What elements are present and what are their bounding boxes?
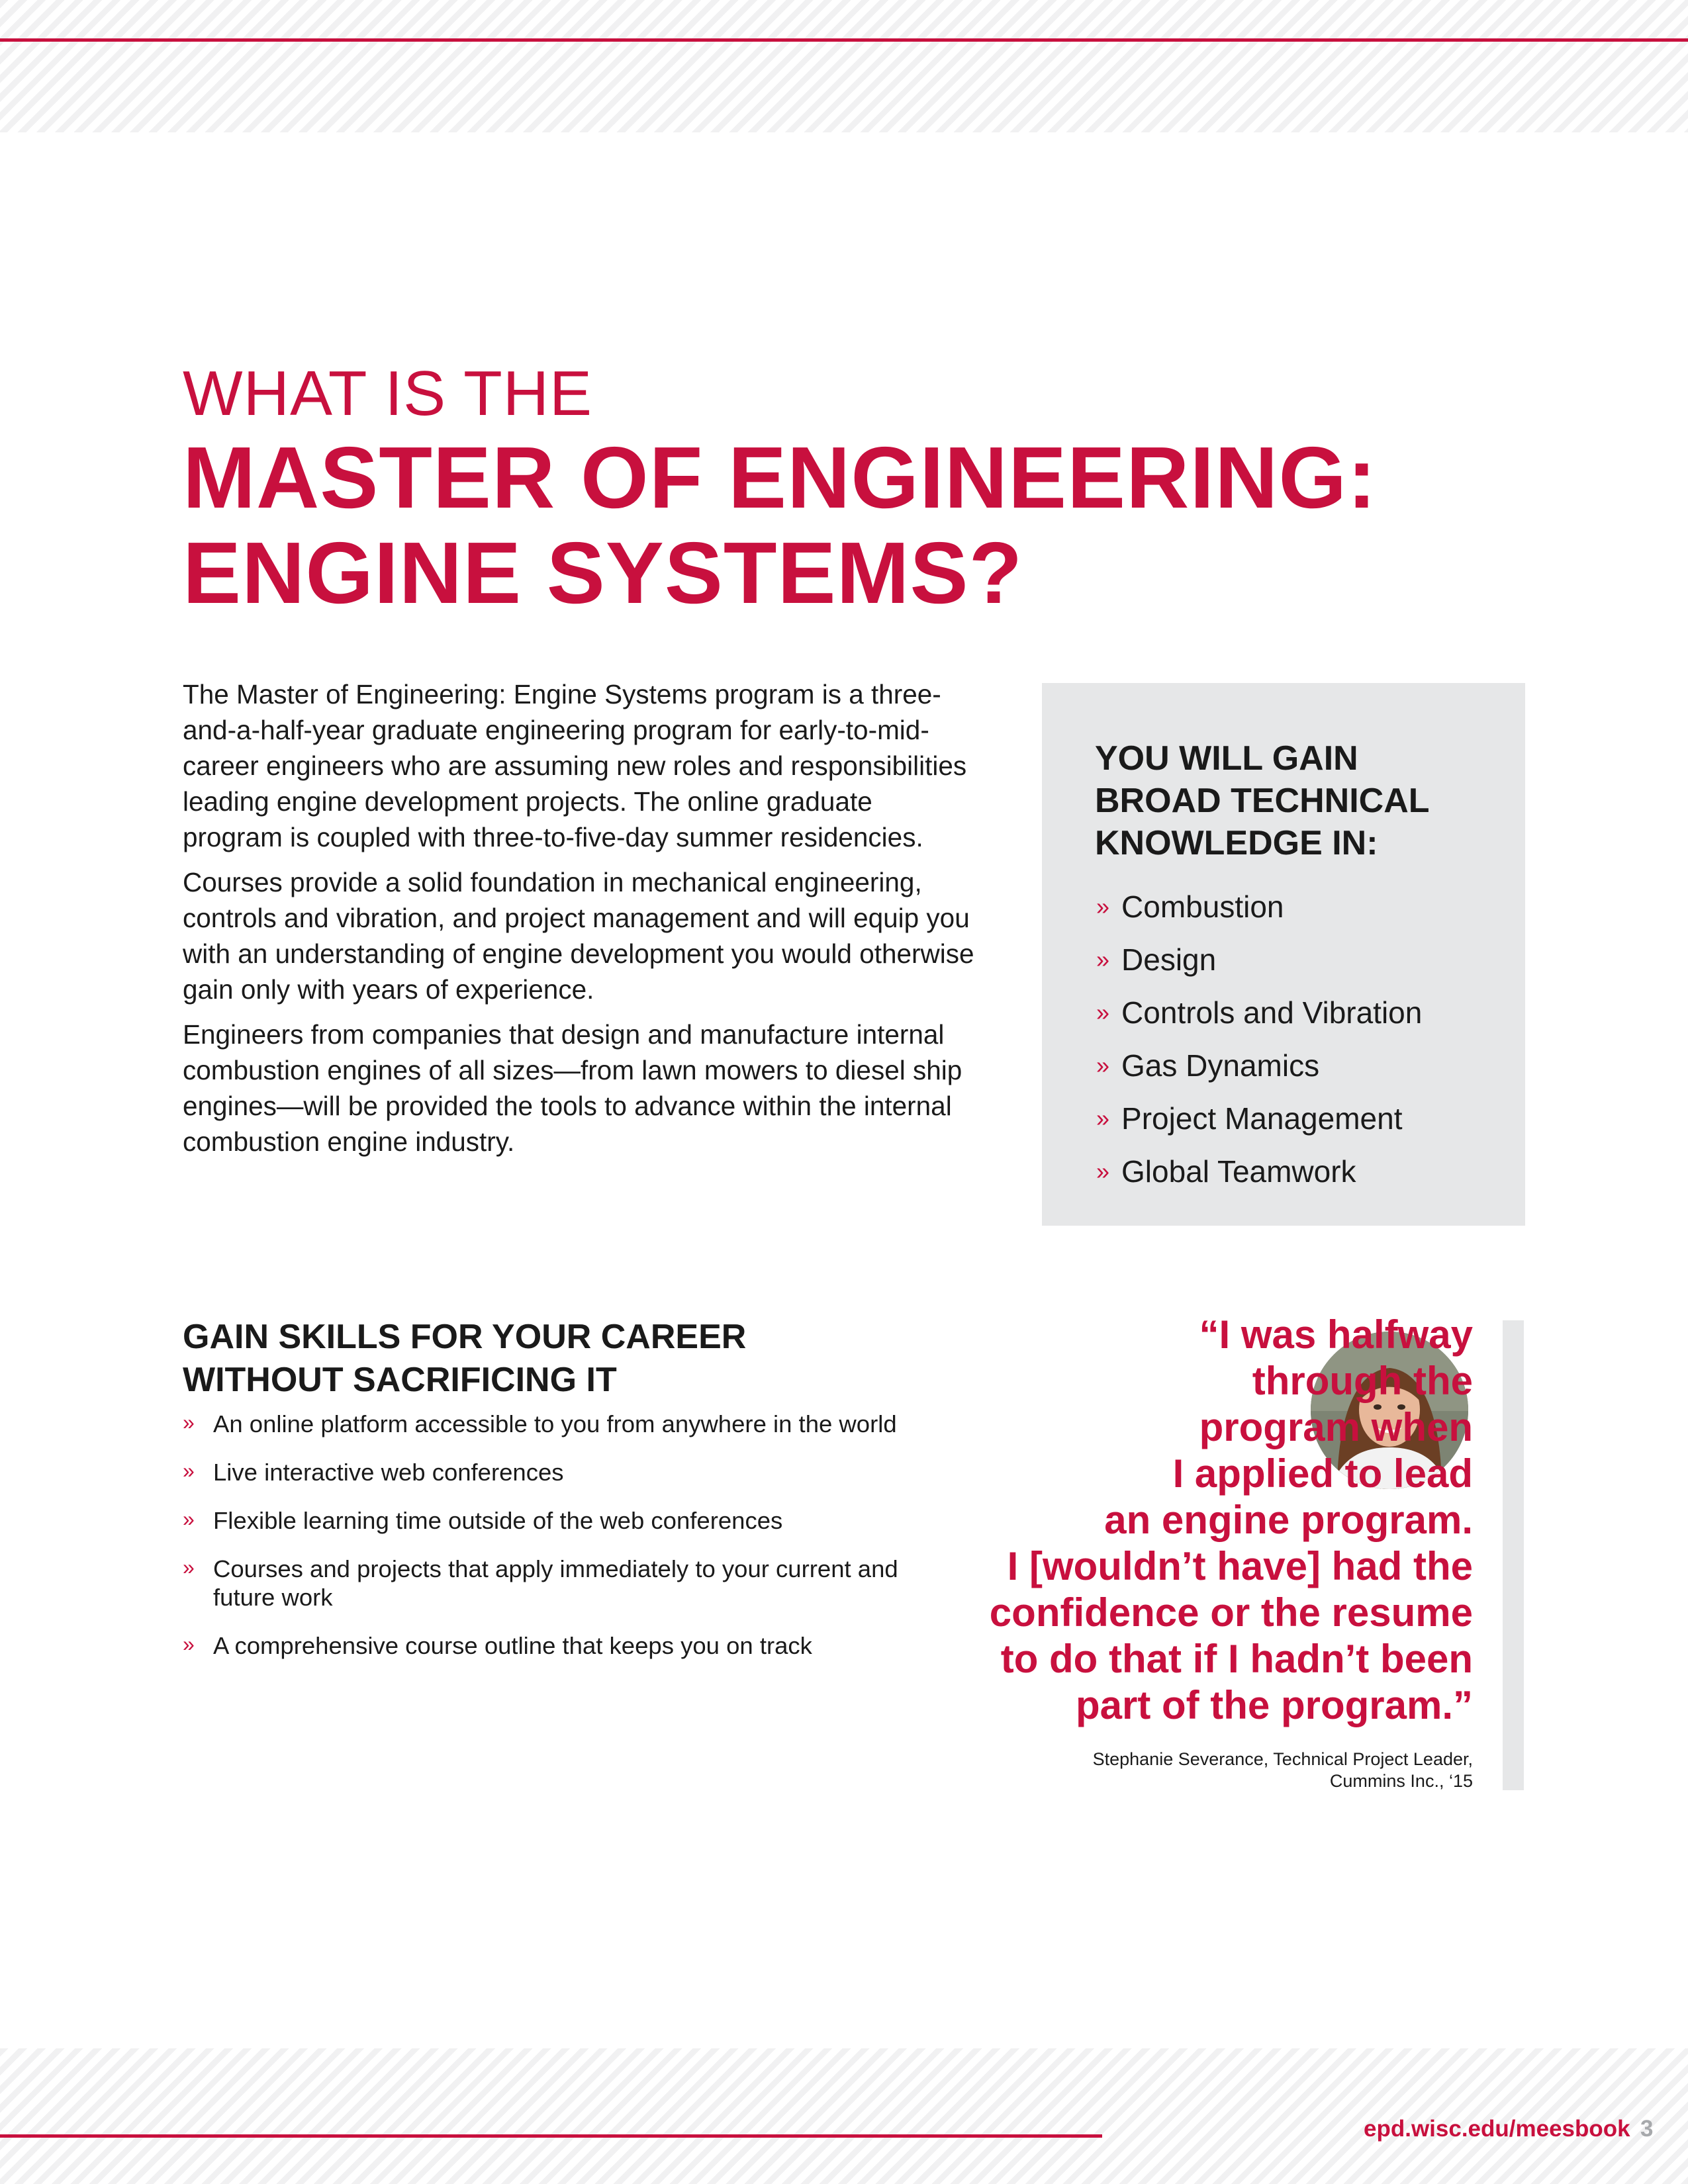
skills-item xyxy=(183,1506,944,1535)
chevron-bullet-icon: » xyxy=(1096,999,1110,1026)
skills-item xyxy=(183,1631,944,1660)
page-number: 3 xyxy=(1640,2116,1654,2142)
knowledge-item-label: Project Management xyxy=(1121,1101,1403,1136)
knowledge-list xyxy=(1096,882,1422,1199)
knowledge-item xyxy=(1096,987,1422,1040)
knowledge-item xyxy=(1096,934,1422,987)
skills-heading xyxy=(183,1316,977,1402)
page-title-line1: MASTER OF ENGINEERING: xyxy=(183,429,1378,526)
page-title xyxy=(183,430,1440,621)
attribution-line: Cummins Inc., ‘15 xyxy=(1329,1771,1473,1791)
intro-paragraph: Engineers from companies that design and manufacture internal combustion engines of all sizes—from lawn mowers to diesel ship engines—will be provided the tools to advance within the internal combustion engine industry. xyxy=(183,1019,962,1157)
chevron-bullet-icon: » xyxy=(183,1632,195,1656)
skills-item-label: Flexible learning time outside of the web conferences xyxy=(213,1507,783,1534)
skills-item xyxy=(183,1555,944,1612)
skills-heading-line1: GAIN SKILLS FOR YOUR CAREER xyxy=(183,1318,747,1356)
knowledge-item xyxy=(1096,882,1422,934)
quote-line: I [wouldn’t have] had the xyxy=(1007,1544,1473,1588)
intro-paragraph: The Master of Engineering: Engine Systems program is a three-and-a-half-year graduate engineering program for early-to-mid-career engineers who are assuming new roles and responsibilities leading engine development projects. The online graduate program is coupled with three-to-five-day summer residencies. xyxy=(183,679,967,852)
knowledge-sidebar xyxy=(1042,683,1525,1226)
knowledge-item xyxy=(1096,1146,1422,1199)
skills-item-label: Courses and projects that apply immediately to your current and future work xyxy=(213,1555,898,1611)
chevron-bullet-icon: » xyxy=(183,1507,195,1531)
knowledge-item xyxy=(1096,1040,1422,1093)
quote-line: through the xyxy=(1252,1359,1473,1403)
skills-item-label: Live interactive web conferences xyxy=(213,1459,564,1486)
chevron-bullet-icon: » xyxy=(1096,946,1110,973)
skills-item xyxy=(183,1410,944,1438)
quote-line: “I was halfway xyxy=(1199,1312,1473,1357)
footer-url-link[interactable]: epd.wisc.edu/meesbook xyxy=(1364,2116,1630,2142)
knowledge-item xyxy=(1096,1093,1422,1146)
quote-attribution xyxy=(980,1749,1473,1792)
page-kicker: WHAT IS THE xyxy=(183,358,593,429)
page-title-line2: ENGINE SYSTEMS? xyxy=(183,524,1023,621)
skills-item-label: An online platform accessible to you from anywhere in the world xyxy=(213,1410,897,1437)
top-pattern-band xyxy=(0,0,1688,132)
bottom-accent-rule xyxy=(0,2134,1102,2138)
skills-heading-line2: WITHOUT SACRIFICING IT xyxy=(183,1361,617,1399)
quote-line: to do that if I hadn’t been xyxy=(1000,1637,1473,1681)
knowledge-item-label: Global Teamwork xyxy=(1121,1154,1356,1189)
intro-text xyxy=(183,676,977,1169)
top-accent-rule xyxy=(0,38,1688,42)
knowledge-heading-line1: YOU WILL GAIN xyxy=(1095,739,1358,778)
knowledge-heading xyxy=(1095,737,1505,864)
knowledge-item-label: Design xyxy=(1121,942,1217,977)
testimonial-quote xyxy=(980,1312,1473,1729)
quote-line: I applied to lead xyxy=(1172,1451,1473,1496)
knowledge-item-label: Gas Dynamics xyxy=(1121,1048,1320,1083)
chevron-bullet-icon: » xyxy=(1096,1158,1110,1185)
knowledge-heading-line3: KNOWLEDGE IN: xyxy=(1095,824,1378,862)
chevron-bullet-icon: » xyxy=(183,1555,195,1579)
quote-line: part of the program.” xyxy=(1075,1683,1473,1727)
attribution-line: Stephanie Severance, Technical Project Leader, xyxy=(1092,1749,1473,1769)
knowledge-item-label: Combustion xyxy=(1121,889,1284,924)
quote-line: confidence or the resume xyxy=(989,1590,1473,1635)
chevron-bullet-icon: » xyxy=(1096,1105,1110,1132)
chevron-bullet-icon: » xyxy=(183,1459,195,1482)
quote-side-bar xyxy=(1503,1320,1524,1790)
skills-item-label: A comprehensive course outline that keeps you on track xyxy=(213,1632,812,1659)
skills-list xyxy=(183,1410,944,1680)
intro-paragraph: Courses provide a solid foundation in mechanical engineering, controls and vibration, and project management and will equip you with an understanding of engine development you would otherwise gain only with years of experience. xyxy=(183,867,974,1005)
skills-item xyxy=(183,1458,944,1486)
quote-line: an engine program. xyxy=(1104,1498,1473,1542)
quote-line: program when xyxy=(1199,1405,1473,1449)
chevron-bullet-icon: » xyxy=(1096,893,1110,920)
knowledge-heading-line2: BROAD TECHNICAL xyxy=(1095,782,1430,820)
chevron-bullet-icon: » xyxy=(183,1410,195,1434)
knowledge-item-label: Controls and Vibration xyxy=(1121,995,1423,1030)
chevron-bullet-icon: » xyxy=(1096,1052,1110,1079)
